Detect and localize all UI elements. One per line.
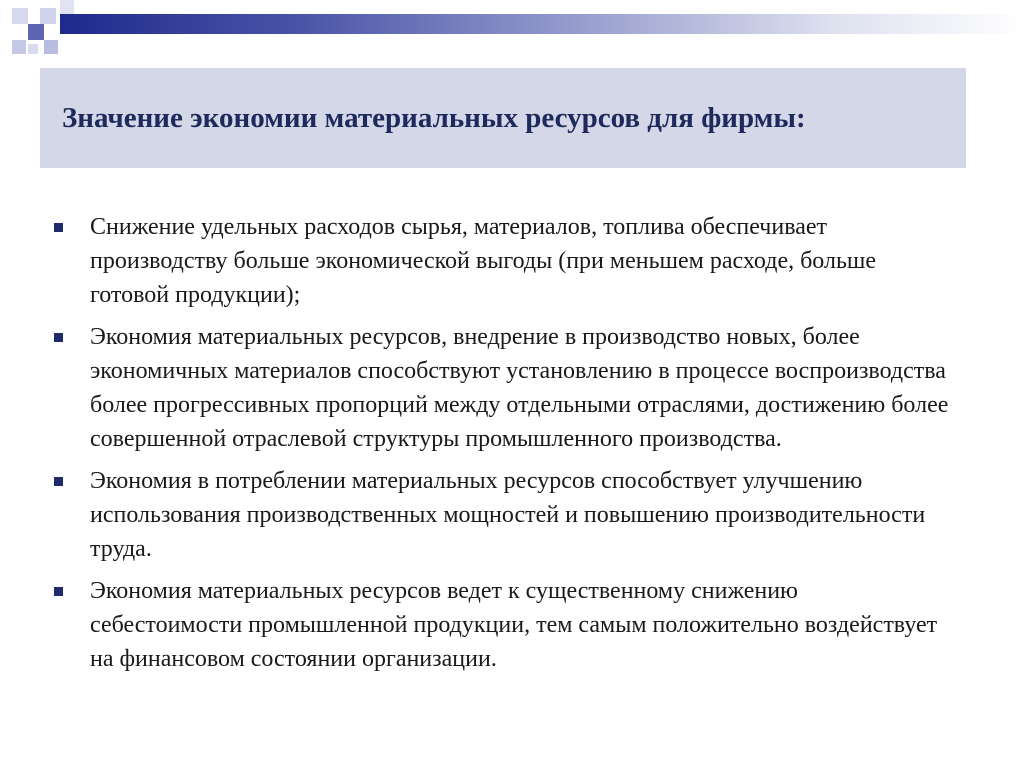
square-bullet-icon (54, 223, 63, 232)
square-bullet-icon (54, 477, 63, 486)
header-gradient-bar (60, 14, 1024, 34)
decor-square (60, 0, 74, 14)
decor-square (12, 40, 26, 54)
square-bullet-icon (54, 587, 63, 596)
bullet-text: Экономия материальных ресурсов, внедрение в производство новых, более экономичных материалов способствуют установлению в процессе воспроизводства более прогрессивных пропорций между отдельными отраслями, достижению более совершенной отраслевой структуры промышленного производства. (90, 324, 949, 452)
decor-square (40, 8, 56, 24)
decor-square (28, 24, 44, 40)
slide-title: Значение экономии материальных ресурсов для фирмы: (62, 101, 806, 134)
bullet-text: Экономия материальных ресурсов ведет к существенному снижению себестоимости промышленной продукции, тем самым положительно воздействует на финансовом состоянии организации. (90, 578, 938, 672)
header-decoration (0, 0, 1024, 60)
bullet-item (52, 464, 952, 566)
decor-square (28, 44, 38, 54)
bullet-item (52, 210, 952, 312)
decor-square (44, 40, 58, 54)
square-bullet-icon (54, 333, 63, 342)
bullet-text: Экономия в потреблении материальных ресурсов способствует улучшению использования производственных мощностей и повышению производительности труда. (90, 468, 926, 562)
bullet-text: Снижение удельных расходов сырья, материалов, топлива обеспечивает производству больше экономической выгоды (при меньшем расходе, больше готовой продукции); (90, 214, 877, 308)
bullet-item (52, 574, 952, 676)
title-band (40, 68, 966, 168)
bullet-list (52, 210, 952, 684)
decor-square (12, 8, 28, 24)
bullet-item (52, 320, 952, 456)
